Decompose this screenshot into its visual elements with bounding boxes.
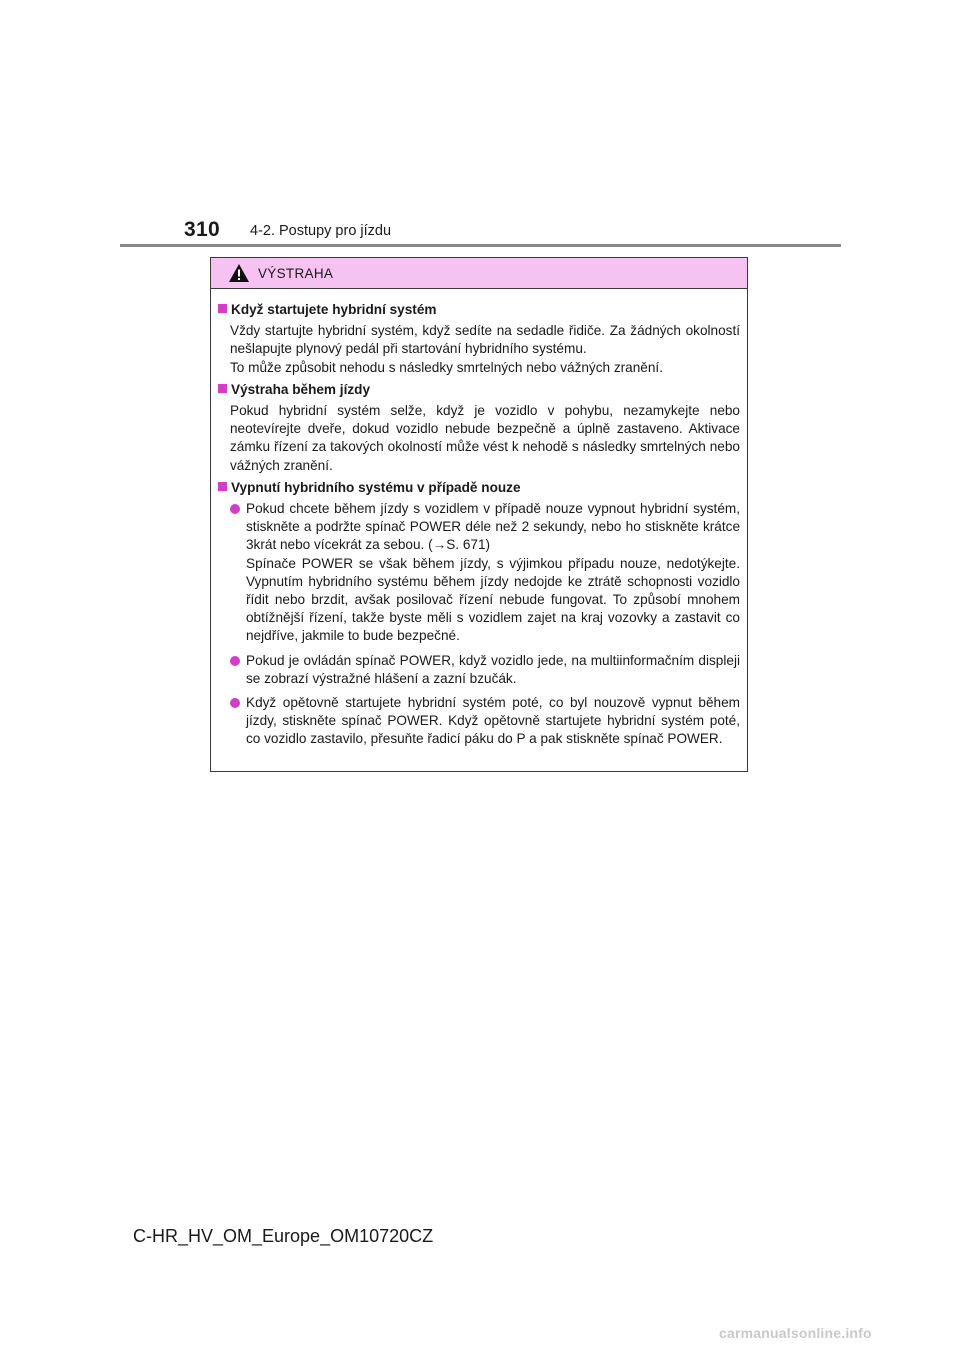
warning-item-heading xyxy=(218,301,740,319)
paragraph: Pokud hybridní systém selže, když je vozidlo v pohybu, nezamykejte nebo neotevírejte dveře, dokud vozidlo nebude bezpečně a úplně zastaveno. Aktivace zámku řízení za takových okolností může vést k nehodě s následky smrtelných nebo vážných zranění. xyxy=(230,403,740,473)
paragraph: Vždy startujte hybridní systém, když sedíte na sedadle řidiče. Za žádných okolností nešlapujte plynový pedál při startování hybridního systému. xyxy=(230,323,740,357)
paragraph: Když opětovně startujete hybridní systém poté, co byl nouzově vypnut během jízdy, stiskněte spínač POWER. Když opětovně startujete hybridní systém poté, co vozidlo zastavilo, přesuňte řadicí páku do P a pak stiskněte spínač POWER. xyxy=(246,695,740,747)
round-bullet-icon xyxy=(230,656,240,666)
heading-text: Výstraha během jízdy xyxy=(231,381,371,397)
warning-item xyxy=(218,479,740,749)
square-bullet-icon xyxy=(218,482,227,491)
square-bullet-icon xyxy=(218,304,227,313)
header-rule xyxy=(120,244,841,247)
round-bullet-icon xyxy=(230,504,240,514)
section-title: 4-2. Postupy pro jízdu xyxy=(250,223,392,239)
warning-item-heading xyxy=(218,381,740,399)
heading-text: Vypnutí hybridního systému v případě nouze xyxy=(231,479,521,495)
bullet-text xyxy=(246,652,740,688)
warning-item-text xyxy=(218,322,740,377)
warning-header xyxy=(211,258,747,289)
warning-body xyxy=(211,289,747,749)
paragraph: Spínače POWER se však během jízdy, s výjimkou případu nouze, nedotýkejte. Vypnutím hybridního systému během jízdy nedojde ke ztrátě schopnosti vozidlo řídit nebo brzdit, avšak posilovač řízení nebude fungovat. To způsobí mnohem obtížnější řízení, takže byste měli s vozidlem zajet na kraj vozovky a zastavit co nejdříve, jakmile to bude bezpečné. xyxy=(246,555,740,644)
bullet-text xyxy=(246,694,740,749)
paragraph: Pokud je ovládán spínač POWER, když vozidlo jede, na multiinformačním displeji se zobrazí výstražné hlášení a zazní bzučák. xyxy=(246,652,740,686)
document-id: C-HR_HV_OM_Europe_OM10720CZ xyxy=(133,1226,434,1246)
warning-item xyxy=(218,381,740,475)
warning-item-text xyxy=(218,402,740,475)
warning-box xyxy=(210,257,748,772)
round-bullet-icon xyxy=(230,698,240,708)
watermark: carmanualsonline.info xyxy=(719,1325,872,1341)
list-item xyxy=(218,694,740,749)
warning-triangle-icon xyxy=(228,263,250,283)
bullet-text xyxy=(246,500,740,646)
page-number: 310 xyxy=(184,218,220,241)
square-bullet-icon xyxy=(218,384,227,393)
warning-title: VÝSTRAHA xyxy=(258,265,334,281)
heading-text: Když startujete hybridní systém xyxy=(231,302,437,317)
paragraph: To může způsobit nehodu s následky smrtelných nebo vážných zranění. xyxy=(230,359,663,375)
warning-item xyxy=(218,301,740,377)
warning-item-heading xyxy=(218,479,740,497)
list-item xyxy=(218,652,740,688)
paragraph: Pokud chcete během jízdy s vozidlem v případě nouze vypnout hybridní systém, stiskněte a podržte spínač POWER déle než 2 sekundy, nebo ho stiskněte krátce 3krát nebo vícekrát za sebou. (→S. 671) xyxy=(246,501,740,553)
list-item xyxy=(218,500,740,646)
